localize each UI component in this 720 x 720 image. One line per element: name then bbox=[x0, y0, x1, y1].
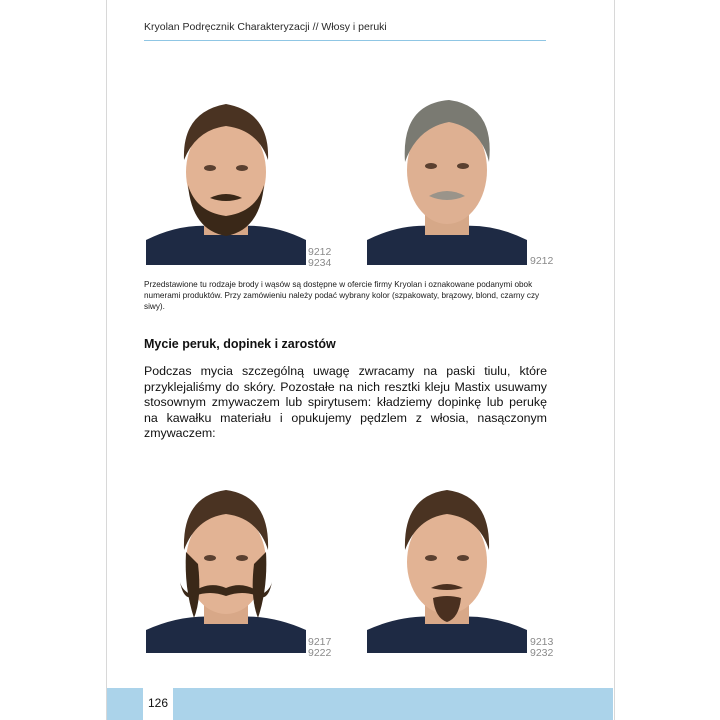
product-codes bbox=[530, 637, 553, 659]
photo-grey-moustache bbox=[367, 90, 527, 265]
running-head: Kryolan Podręcznik Charakteryzacji // Włosy i peruki bbox=[144, 21, 387, 33]
header-rule bbox=[144, 40, 546, 41]
product-codes bbox=[308, 637, 331, 659]
body-paragraph: Podczas mycia szczególną uwagę zwracamy na paski tiulu, które przyklejaliśmy do skóry. Pozostałe na nich resztki kleju Mastix usuwamy stosownym zmywaczem lub spirytusem: kładziemy dopinkę lub perukę na kawałku materiału i opukujemy pędzlem z włosia, nasączonym zmywaczem: bbox=[144, 364, 547, 440]
product-code: 9222 bbox=[308, 647, 332, 659]
page-number: 126 bbox=[148, 696, 169, 710]
product-code: 9212 bbox=[308, 246, 332, 258]
product-codes bbox=[308, 247, 331, 269]
product-code: 9232 bbox=[530, 647, 554, 659]
product-code: 9234 bbox=[308, 257, 332, 269]
photo-caption: Przedstawione tu rodzaje brody i wąsów są dostępne w ofercie firmy Kryolan i oznakowane podanymi obok numerami produktów. Przy zamówieniu należy podać wybrany kolor (szpakowaty, brązowy, blond, czarny czy siwy). bbox=[144, 280, 540, 311]
product-code: 9217 bbox=[308, 636, 332, 648]
photo-full-beard bbox=[146, 90, 306, 265]
product-codes bbox=[530, 256, 553, 267]
product-code: 9212 bbox=[530, 255, 554, 267]
product-code: 9213 bbox=[530, 636, 554, 648]
photo-handlebar-moustache bbox=[146, 478, 306, 653]
footer-band bbox=[107, 688, 613, 720]
photo-goatee bbox=[367, 478, 527, 653]
section-title: Mycie peruk, dopinek i zarostów bbox=[144, 337, 336, 351]
